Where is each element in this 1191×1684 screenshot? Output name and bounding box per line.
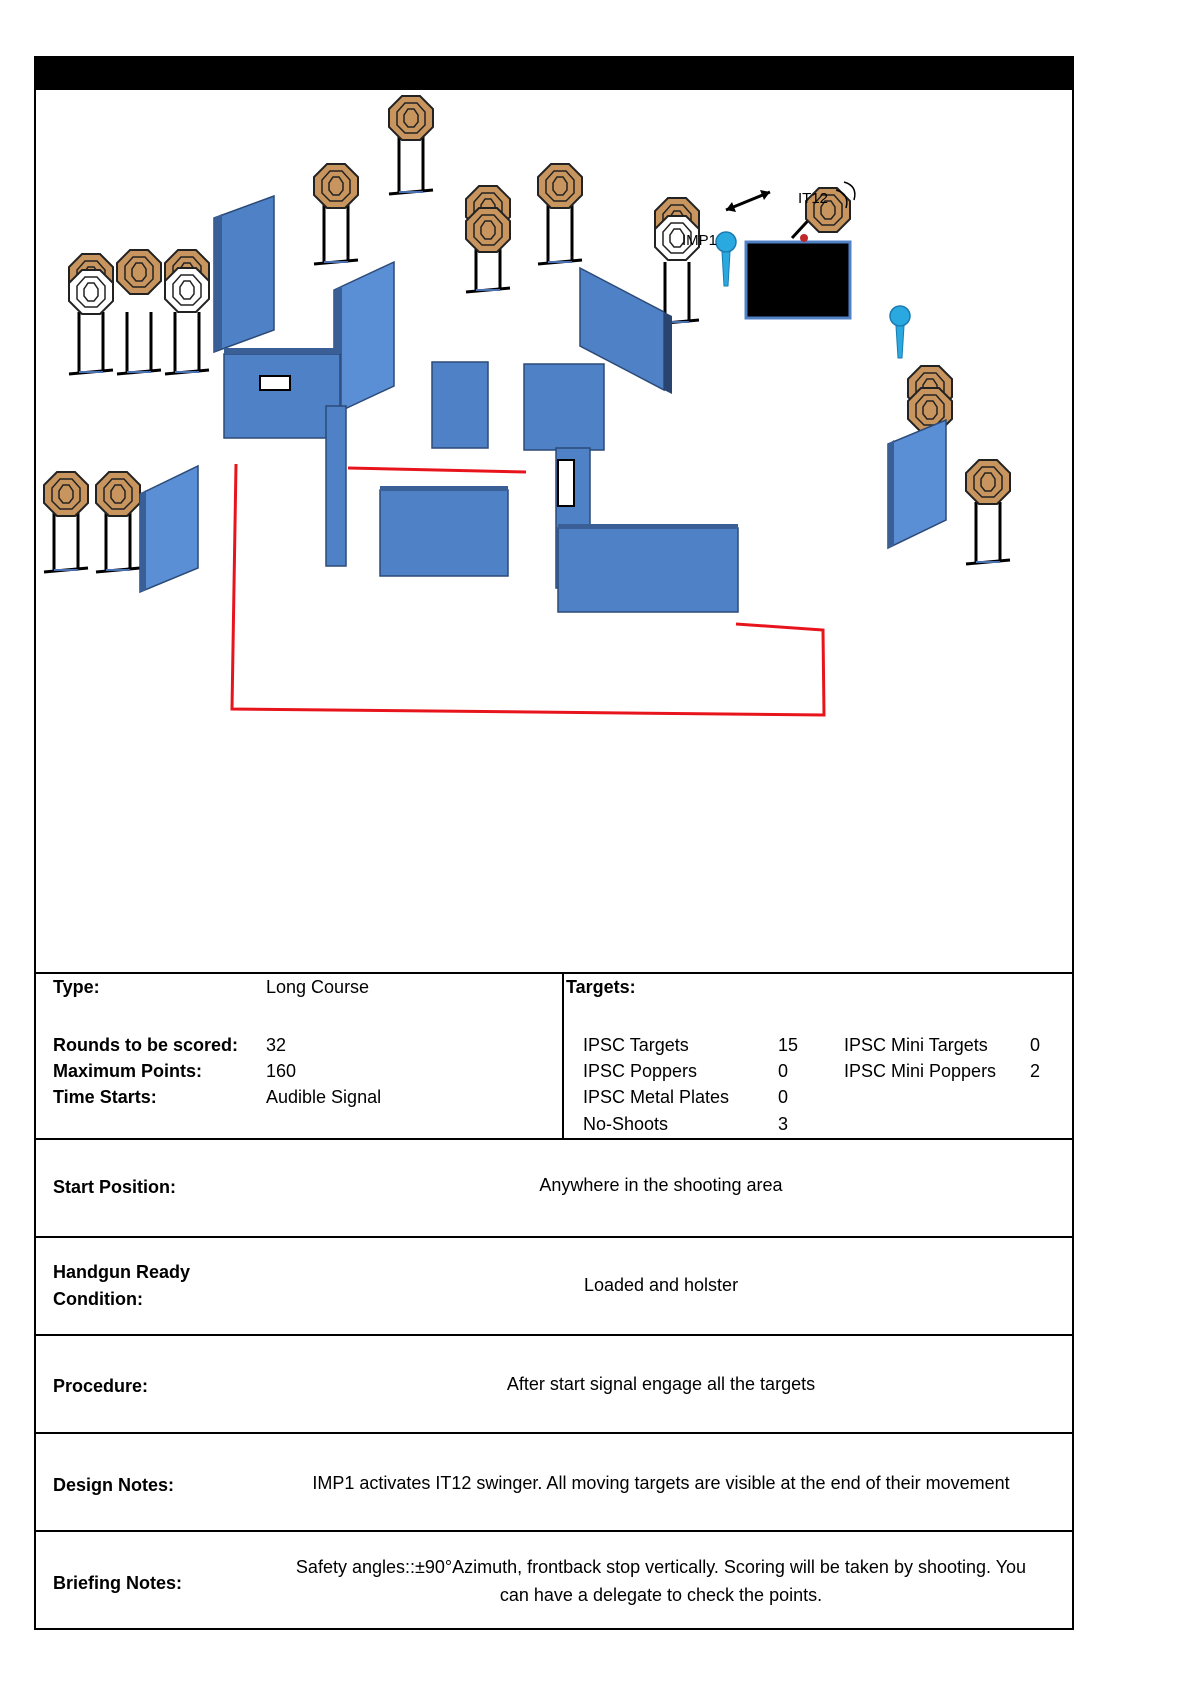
target-type-name: No-Shoots [583,1114,669,1134]
imp1-label: IMP1 [682,232,718,249]
divider [36,1432,1072,1434]
activation-arrow-icon [726,190,770,212]
briefing-notes-value: can have a delegate to check the points. [499,1585,823,1605]
divider [36,1236,1072,1238]
mini-target-type-name: IPSC Mini Poppers [844,1061,997,1081]
wall-panel [432,362,488,448]
mini-target-type-name: IPSC Mini Targets [844,1035,988,1055]
stage-layout-svg [36,90,1072,972]
start-position-value: Anywhere in the shooting area [539,1175,783,1195]
wall-panel [334,262,394,414]
mini-popper [716,232,736,286]
ready-condition-label: Handgun Ready [53,1262,191,1282]
time-starts-value: Audible Signal [266,1087,382,1107]
wall-panel [888,420,946,548]
target-stand [966,460,1010,564]
target-stand [96,472,140,572]
max-points-label: Maximum Points: [53,1061,203,1081]
rounds-value: 32 [266,1035,287,1055]
divider [562,972,564,1138]
divider [36,1334,1072,1336]
procedure-label: Procedure: [53,1376,149,1396]
mini-target-type-count: 2 [1030,1061,1041,1081]
mini-target-type-count: 0 [1030,1035,1041,1055]
target-stand [117,250,161,374]
wall-panel [326,406,346,566]
procedure-value: After start signal engage all the targets [506,1374,816,1394]
wall-panel [558,524,738,612]
rounds-label: Rounds to be scored: [53,1035,239,1055]
wall-panel [224,348,340,438]
target-type-name: IPSC Targets [583,1035,689,1055]
target-type-count: 3 [778,1114,789,1134]
design-notes-label: Design Notes: [53,1475,175,1495]
target-stand [44,472,88,572]
ready-condition-label: Condition: [53,1289,143,1309]
target-type-count: 0 [778,1087,789,1107]
targets-label: Targets: [566,977,636,997]
divider [36,972,1072,974]
type-value: Long Course [266,977,370,997]
target-stand [538,164,582,264]
max-points-value: 160 [266,1061,297,1081]
stage-sheet [34,56,1074,1630]
target-stand [165,250,209,374]
wall-panel [140,466,198,592]
mini-popper [890,306,910,358]
target-stand [389,96,433,194]
target-type-name: IPSC Poppers [583,1061,698,1081]
stage-diagram [36,90,1072,972]
divider [36,1138,1072,1140]
ready-condition-value: Loaded and holster [583,1275,739,1295]
wall-panel [524,364,604,450]
wall-panel [380,486,508,576]
briefing-notes-label: Briefing Notes: [53,1573,183,1593]
target-type-count: 15 [778,1035,799,1055]
divider [36,1530,1072,1532]
type-label: Type: [53,977,100,997]
target-stand [655,198,699,324]
title-bar [36,58,1072,90]
fault-line [348,468,526,472]
target-type-name: IPSC Metal Plates [583,1087,730,1107]
wall-panel [214,196,274,352]
target-stand [314,164,358,264]
target-type-count: 0 [778,1061,789,1081]
target-stand [466,186,510,292]
start-position-label: Start Position: [53,1177,177,1197]
design-notes-value: IMP1 activates IT12 swinger. All moving targets are visible at the end of their movement [312,1473,1010,1493]
time-starts-label: Time Starts: [53,1087,157,1107]
briefing-notes-value: Safety angles::±90°Azimuth, frontback stop vertically. Scoring will be taken by shooting. You [295,1557,1027,1577]
it12-label: IT12 [798,190,829,207]
target-stand [69,254,113,374]
